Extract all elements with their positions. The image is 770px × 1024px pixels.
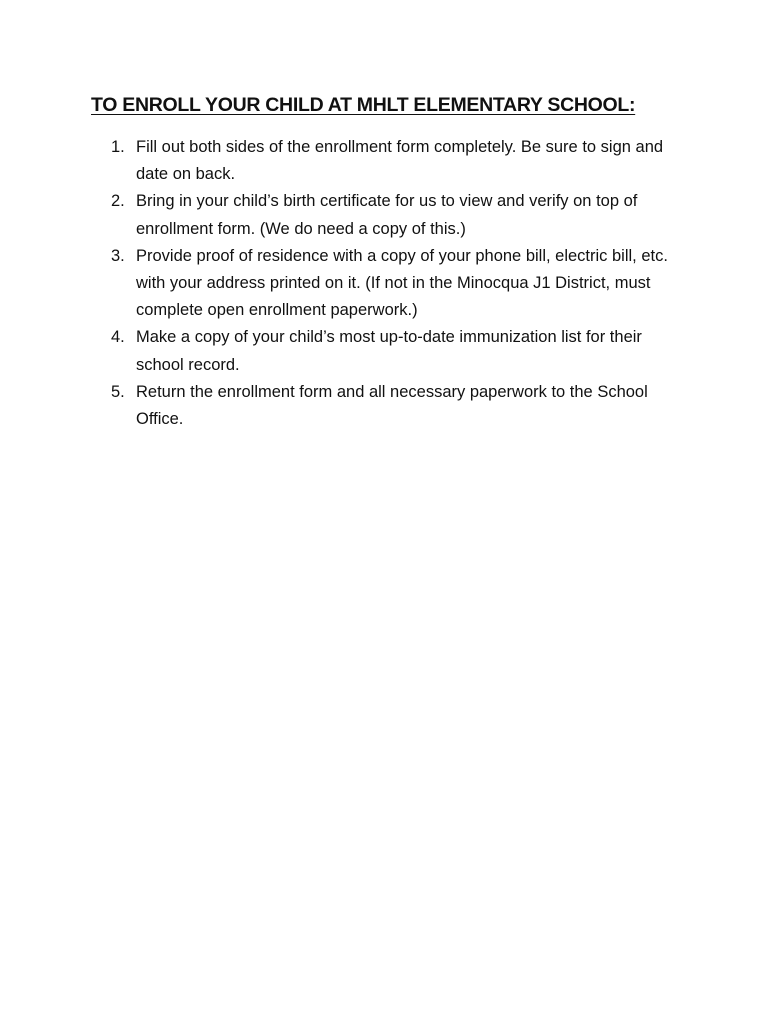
step-item-2 <box>111 188 691 242</box>
step-number: 5. <box>111 382 125 401</box>
step-item-5 <box>111 379 691 433</box>
step-text: Provide proof of residence with a copy of your phone bill, electric bill, etc. with your address printed on it. (If not in the Minocqua J1 District, must complete open enrollment paperwork.) <box>136 246 668 320</box>
step-number: 1. <box>111 138 125 156</box>
step-item-1 <box>111 134 691 188</box>
step-item-4 <box>111 324 691 378</box>
step-text: Return the enrollment form and all necessary paperwork to the School Office. <box>136 382 648 429</box>
step-text: Fill out both sides of the enrollment form completely. Be sure to sign and date on back. <box>136 138 664 184</box>
step-item-3 <box>111 243 691 325</box>
enrollment-steps-list <box>111 134 691 433</box>
step-text: Make a copy of your child’s most up-to-date immunization list for their school record. <box>136 328 642 374</box>
step-number: 3. <box>111 246 125 265</box>
step-number: 2. <box>111 192 125 211</box>
document-heading: TO ENROLL YOUR CHILD AT MHLT ELEMENTARY SCHOOL: <box>91 94 636 116</box>
step-number: 4. <box>111 328 125 347</box>
step-text: Bring in your child’s birth certificate for us to view and verify on top of enrollment form. (We do need a copy of this.) <box>136 192 638 238</box>
